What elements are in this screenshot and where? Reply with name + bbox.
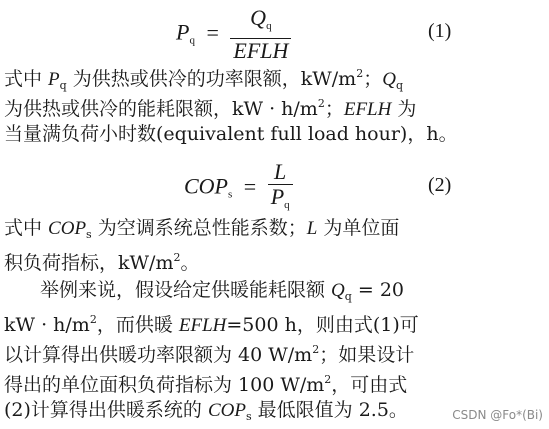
text-span: kW · h/m: [4, 314, 90, 336]
text-span: 最低限值为 2.5。: [251, 399, 408, 421]
symbol-COP: COP: [48, 218, 87, 239]
subscript: s: [86, 228, 92, 241]
para1-line3: 当量满负荷小时数(equivalent full load hour)，h。: [4, 123, 458, 145]
equation-1: [176, 6, 291, 63]
para3-line4: [4, 368, 407, 397]
eq2-denominator-symbol: P: [270, 184, 285, 209]
para3-line3: [4, 338, 414, 367]
text-span: 得出的单位面积负荷指标为 100 W/m: [4, 374, 325, 396]
text-span: (2)计算得出供暖系统的: [4, 399, 208, 421]
subscript: q: [344, 290, 352, 303]
eq1-lhs-symbol: P: [176, 19, 190, 45]
symbol-Q: Q: [331, 280, 345, 301]
symbol-L: L: [306, 218, 318, 239]
eq1-denominator: EFLH: [233, 38, 289, 63]
eq1-equals: =: [206, 19, 219, 45]
text-span: ，而供暖: [96, 314, 179, 336]
eq2-lhs-subscript: s: [228, 188, 233, 201]
para1-line2: [4, 92, 416, 122]
eq2-fraction: [268, 160, 293, 217]
superscript: 2: [356, 67, 364, 80]
para2-line1: [4, 216, 399, 247]
text-span: ，可由式: [331, 374, 408, 396]
eq1-lhs-subscript: q: [189, 34, 195, 47]
para2-line2: [4, 246, 199, 275]
text-span: 以计算得出供暖功率限额为 40 W/m: [4, 344, 313, 366]
eq1-numerator-subscript: q: [266, 20, 272, 32]
para3-line2: [4, 308, 419, 338]
eq2-denominator: [268, 185, 293, 217]
watermark: CSDN @Fo*(Bi): [452, 408, 543, 422]
text-span: 。: [180, 252, 200, 274]
text-span: 举例来说，假设给定供暖能耗限额: [40, 279, 332, 301]
text-span: = 20: [351, 279, 405, 301]
text-span: 为供热或供冷的功率限额，kW/m: [66, 68, 357, 90]
equation-1-number: (1): [428, 20, 452, 42]
subscript: q: [395, 79, 404, 92]
equation-2: [184, 160, 293, 217]
symbol-EFLH: EFLH: [178, 315, 227, 336]
text-span: 为空调系统总性能系数；: [91, 217, 307, 239]
eq1-fraction: [230, 6, 291, 63]
para3-line1: [40, 278, 404, 309]
symbol-P: P: [48, 69, 60, 90]
text-span: 积负荷指标，kW/m: [4, 252, 174, 274]
equation-2-number: (2): [428, 174, 452, 196]
eq1-numerator-symbol: Q: [250, 5, 267, 30]
para3-line5: [4, 398, 408, 429]
eq2-equals: =: [243, 173, 257, 199]
text-span: 为供热或供冷的能耗限额，kW · h/m: [4, 98, 318, 120]
text-span: ；: [324, 98, 344, 120]
superscript: 2: [312, 343, 320, 356]
text-span: 式中: [4, 68, 49, 90]
superscript: 2: [317, 97, 325, 110]
symbol-Q: Q: [382, 69, 396, 90]
superscript: 2: [89, 313, 97, 326]
eq2-numerator: L: [268, 160, 293, 185]
eq2-lhs-symbol: COP: [184, 173, 228, 199]
text-span: =500 h，则由式(1)可: [226, 314, 419, 336]
text-span: 式中: [4, 217, 49, 239]
superscript: 2: [324, 373, 332, 386]
symbol-EFLH: EFLH: [343, 99, 392, 120]
superscript: 2: [173, 251, 181, 264]
subscript: q: [59, 79, 67, 92]
text-span: 为: [391, 98, 417, 120]
text-span: ；: [363, 68, 383, 90]
text-span: 为单位面: [317, 217, 400, 239]
subscript: s: [245, 410, 252, 423]
eq2-denominator-subscript: q: [284, 199, 290, 211]
eq1-numerator: [230, 6, 291, 39]
symbol-COP: COP: [207, 400, 246, 421]
text-span: ；如果设计: [319, 344, 415, 366]
